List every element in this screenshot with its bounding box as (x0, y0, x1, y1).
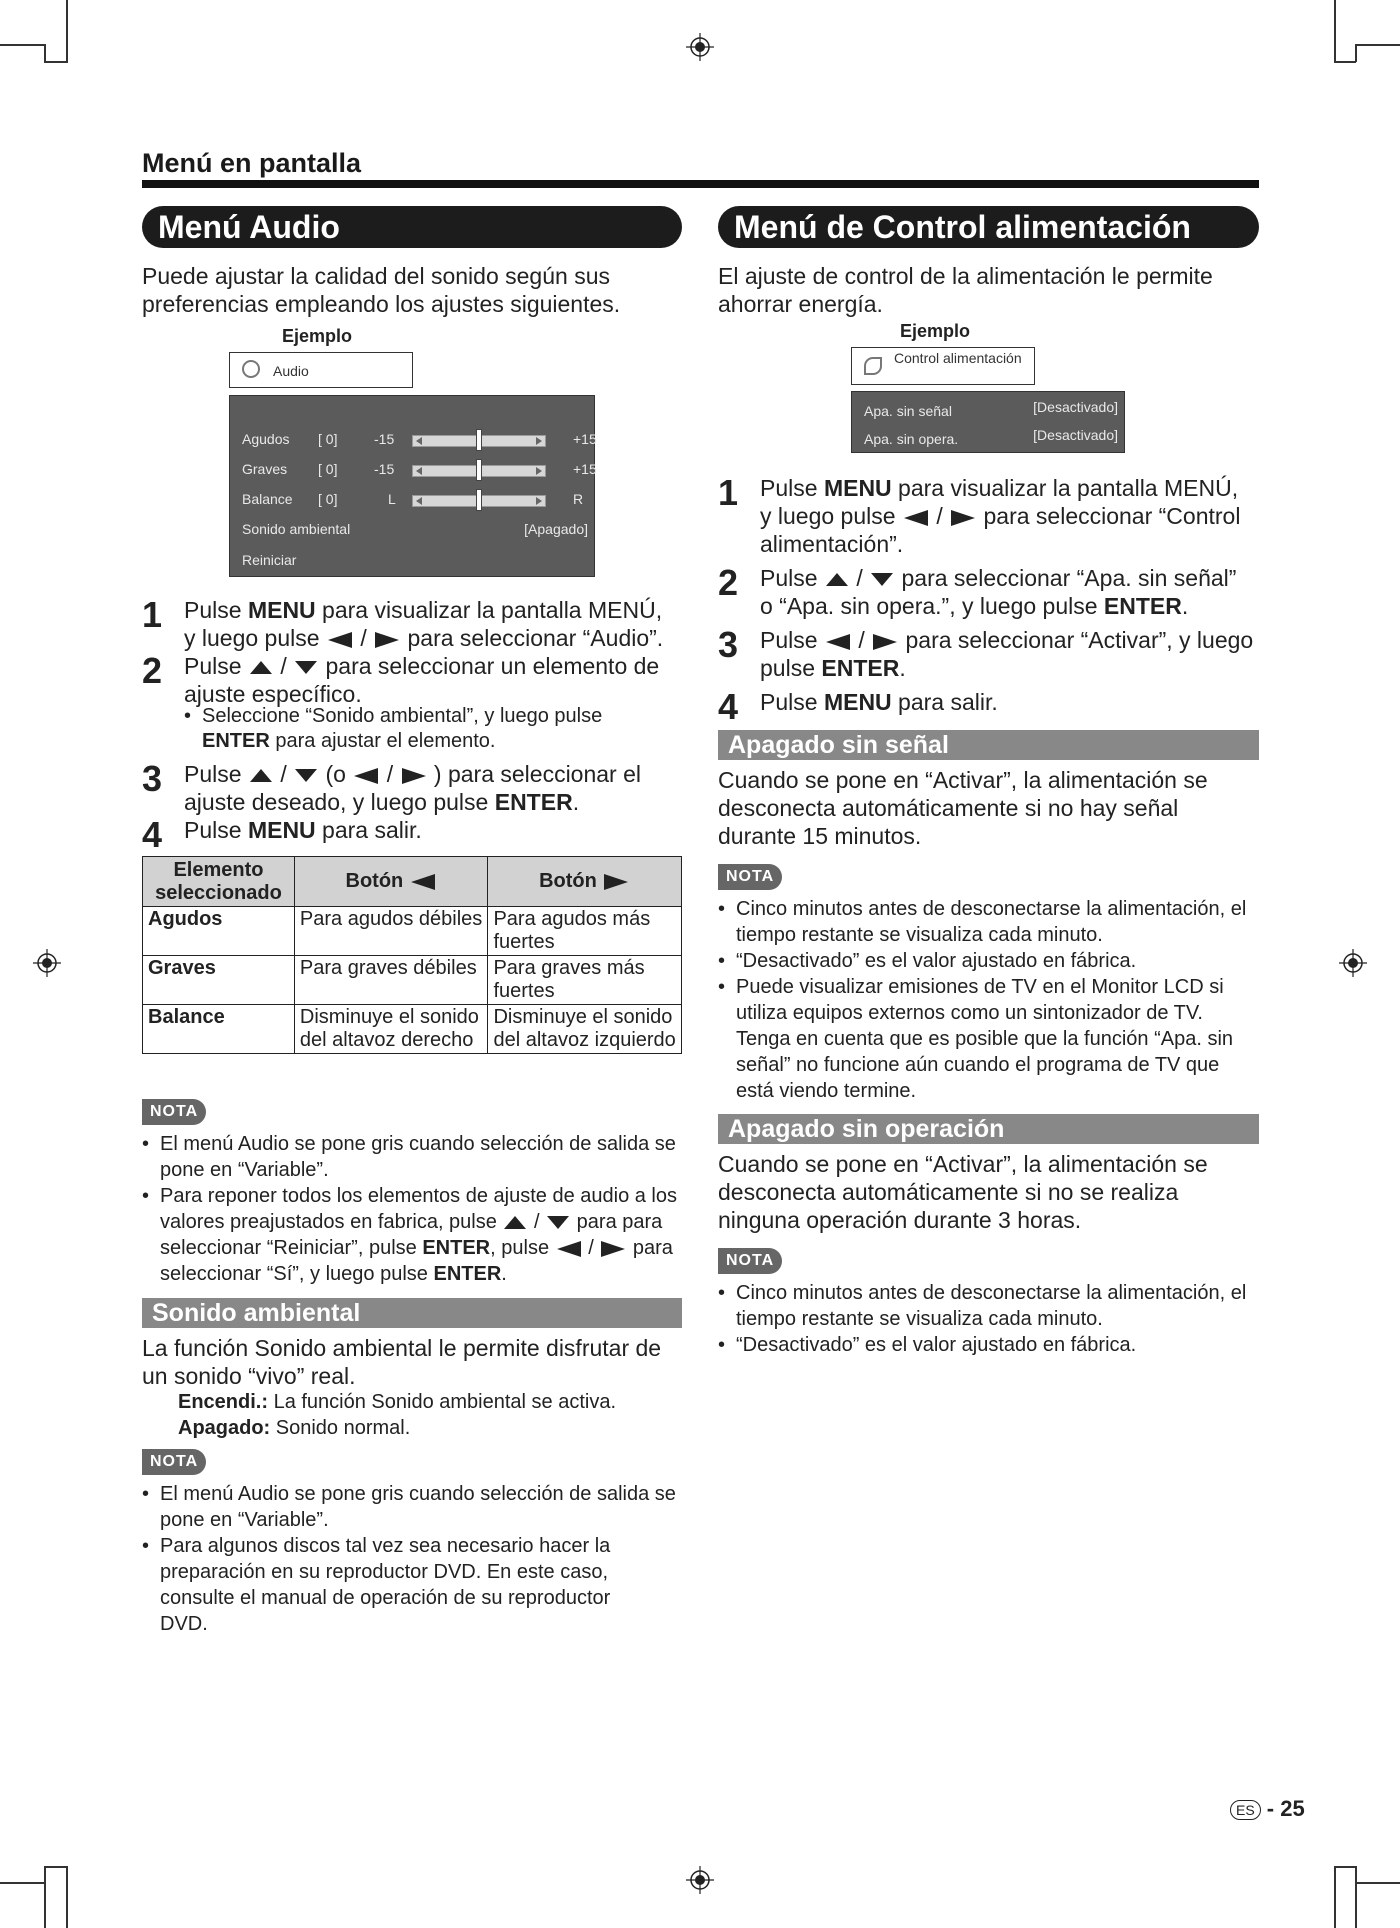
audio-osd-header (229, 352, 413, 388)
agudos-slider (412, 435, 546, 447)
encendi-line: Encendi.: La función Sonido ambiental se activa. (178, 1391, 617, 1413)
balance-slider (412, 495, 546, 507)
nota-badge: NOTA (718, 1248, 782, 1274)
registration-mark-icon (686, 1866, 714, 1894)
step-number: 2 (718, 562, 739, 603)
left-arrow-icon (328, 632, 352, 648)
osd-row-label: Apa. sin señal (864, 403, 952, 419)
step-number: 3 (718, 624, 739, 665)
power-osd-panel (851, 391, 1125, 453)
page-number: ES - 25 (1230, 1796, 1305, 1822)
power-osd-header (851, 347, 1035, 385)
osd-row-value: [Desactivado] (1033, 427, 1118, 443)
osd-row-label: Balance (242, 491, 293, 507)
step-number: 1 (718, 472, 739, 513)
right-arrow-icon (873, 634, 897, 650)
right-arrow-icon (601, 1241, 625, 1257)
down-arrow-icon (295, 661, 317, 674)
audio-step-3: Pulse / (o / ) para seleccionar el ajuste deseado, y luego pulse ENTER. (184, 761, 642, 815)
osd-row-label: Sonido ambiental (242, 521, 351, 537)
table-header: Elemento seleccionado (143, 857, 295, 907)
osd-row-value: [Desactivado] (1033, 399, 1118, 415)
power-example-label: Ejemplo (900, 321, 971, 341)
up-arrow-icon (250, 661, 272, 674)
slider-knob (476, 429, 482, 451)
up-arrow-icon (826, 573, 848, 586)
leaf-icon (864, 357, 882, 375)
up-arrow-icon (504, 1216, 526, 1229)
ambient-section-bar: Sonido ambiental (142, 1298, 682, 1328)
osd-row-apa-sin-senal (864, 399, 1118, 419)
nota-item: • Para algunos discos tal vez sea necesario hacer la preparación en su reproductor DVD. En este caso, consulte el manual de operación de su reproductor DVD. (142, 1535, 611, 1635)
osd-row-apa-sin-opera (864, 429, 1118, 449)
down-arrow-icon (295, 769, 317, 782)
osd-row-max: R (573, 491, 584, 507)
osd-row-agudos (242, 431, 597, 451)
no-signal-section-bar: Apagado sin señal (718, 730, 1259, 760)
osd-row-min: -15 (374, 461, 395, 477)
step-number: 2 (142, 650, 163, 691)
nota-item: • Puede visualizar emisiones de TV en el Monitor LCD si utiliza equipos externos como un sintonizador de TV. Tenga en cuenta que es posible que la función “Apa. sin señal” no funcione aún cuando el programa de TV que está viendo termine. (718, 976, 1234, 1102)
audio-buttons-table (142, 856, 682, 1054)
table-row: Balance Disminuye el sonido del altavoz derecho Disminuye el sonido del altavoz izquierdo (143, 1005, 682, 1054)
left-arrow-icon (904, 510, 928, 526)
step-number: 3 (142, 758, 163, 799)
no-operation-text: Cuando se pone en “Activar”, la alimentación se desconecta automáticamente si no se realiza ninguna operación durante 3 horas. (718, 1151, 1208, 1233)
nota-item: • El menú Audio se pone gris cuando selección de salida se pone en “Variable”. (142, 1133, 676, 1181)
nota-item: • Cinco minutos antes de desconectarse la alimentación, el tiempo restante se visualiza cada minuto. (718, 1282, 1247, 1330)
no-operation-section-bar: Apagado sin operación (718, 1114, 1259, 1144)
step-number: 1 (142, 594, 163, 635)
osd-row-label: Graves (242, 461, 288, 477)
slider-knob (476, 489, 482, 511)
power-intro: El ajuste de control de la alimentación le permite ahorrar energía. (718, 263, 1213, 317)
audio-menu-title: Menú Audio (142, 206, 682, 248)
nota-item: • “Desactivado” es el valor ajustado en fábrica. (718, 950, 1137, 972)
left-arrow-icon (826, 634, 850, 650)
audio-osd-header-label: Audio (273, 363, 309, 379)
nota-item: • Para reponer todos los elementos de ajuste de audio a los valores preajustados en fabrica, pulse / para para seleccionar “Reiniciar”, pulse ENTER, pulse / para seleccionar “Sí”, y luego pulse ENTER. (142, 1185, 678, 1285)
registration-mark-icon (33, 949, 61, 977)
audio-intro: Puede ajustar la calidad del sonido según sus preferencias empleando los ajustes siguientes. (142, 263, 621, 317)
audio-step-2-sub: • Seleccione “Sonido ambiental”, y luego pulse ENTER para ajustar el elemento. (184, 705, 603, 752)
apagado-line: Apagado: Sonido normal. (178, 1417, 411, 1439)
osd-row-label: Agudos (242, 431, 290, 447)
power-step-1: Pulse MENU para visualizar la pantalla MENÚ, y luego pulse / para seleccionar “Control alimentación”. (760, 475, 1241, 557)
speaker-icon (242, 360, 260, 378)
header-rule (142, 180, 1259, 188)
up-arrow-icon (250, 769, 272, 782)
table-header: Botón (294, 857, 488, 907)
nota-item: • El menú Audio se pone gris cuando selección de salida se pone en “Variable”. (142, 1483, 676, 1531)
osd-row-value: [Apagado] (524, 521, 588, 537)
left-arrow-icon (557, 1241, 581, 1257)
section-title: Menú en pantalla (142, 148, 362, 178)
osd-row-label: Reiniciar (242, 552, 297, 568)
graves-slider (412, 465, 546, 477)
registration-mark-icon (1339, 949, 1367, 977)
right-arrow-icon (402, 768, 426, 784)
no-signal-text: Cuando se pone en “Activar”, la alimentación se desconecta automáticamente si no hay señal durante 15 minutos. (718, 767, 1208, 849)
osd-row-ambient (242, 521, 588, 541)
audio-example-label: Ejemplo (282, 326, 353, 346)
nota-badge: NOTA (718, 864, 782, 890)
language-badge: ES (1230, 1800, 1261, 1820)
audio-step-1: Pulse MENU para visualizar la pantalla MENÚ, y luego pulse / para seleccionar “Audio”. (184, 597, 664, 651)
step-number: 4 (142, 814, 163, 855)
registration-mark-icon (686, 33, 714, 61)
osd-row-max: +15 (573, 461, 597, 477)
right-arrow-icon (951, 510, 975, 526)
osd-row-value: [ 0] (318, 431, 338, 447)
audio-step-4: Pulse MENU para salir. (184, 817, 422, 843)
table-row: Agudos Para agudos débiles Para agudos más fuertes (143, 907, 682, 956)
nota-item: • Cinco minutos antes de desconectarse la alimentación, el tiempo restante se visualiza cada minuto. (718, 898, 1247, 946)
left-arrow-icon (354, 768, 378, 784)
slider-knob (476, 459, 482, 481)
right-arrow-icon (604, 874, 628, 890)
osd-row-balance (242, 491, 588, 511)
down-arrow-icon (871, 573, 893, 586)
audio-osd-panel (229, 395, 595, 577)
power-osd-header-label: Control alimentación (894, 350, 1022, 366)
power-step-2: Pulse / para seleccionar “Apa. sin señal” o “Apa. sin opera.”, y luego pulse ENTER. (760, 565, 1237, 619)
table-header: Botón (488, 857, 682, 907)
osd-row-reset (242, 552, 588, 572)
osd-row-graves (242, 461, 597, 481)
osd-row-max: +15 (573, 431, 597, 447)
nota-badge: NOTA (142, 1099, 206, 1125)
osd-row-label: Apa. sin opera. (864, 431, 959, 447)
osd-row-min: -15 (374, 431, 395, 447)
power-step-4: Pulse MENU para salir. (760, 689, 998, 715)
nota-badge: NOTA (142, 1449, 206, 1475)
down-arrow-icon (547, 1216, 569, 1229)
power-menu-title: Menú de Control alimentación (718, 206, 1259, 248)
left-arrow-icon (411, 874, 435, 890)
right-arrow-icon (375, 632, 399, 648)
table-row: Graves Para graves débiles Para graves más fuertes (143, 956, 682, 1005)
nota-item: • “Desactivado” es el valor ajustado en fábrica. (718, 1334, 1137, 1356)
osd-row-value: [ 0] (318, 461, 338, 477)
osd-row-min: L (388, 491, 396, 507)
audio-step-2: Pulse / para seleccionar un elemento de ajuste específico. (184, 653, 660, 707)
step-number: 4 (718, 686, 739, 727)
power-step-3: Pulse / para seleccionar “Activar”, y luego pulse ENTER. (760, 627, 1254, 681)
osd-row-value: [ 0] (318, 491, 338, 507)
ambient-text: La función Sonido ambiental le permite disfrutar de un sonido “vivo” real. (142, 1335, 662, 1389)
